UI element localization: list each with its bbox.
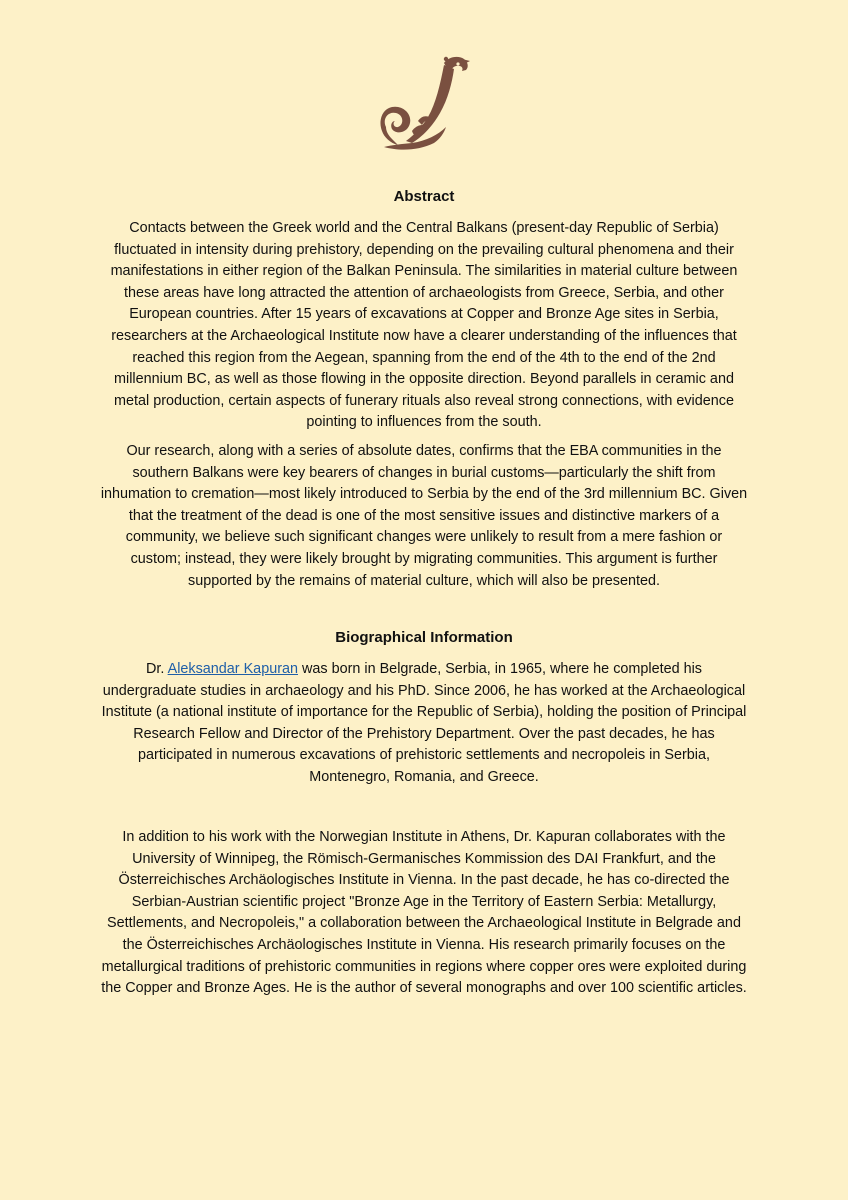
abstract-paragraph-1: Contacts between the Greek world and the Central Balkans (present-day Republic of Serbia) fluctuated in intensity during prehistory, depending on the prevailing cultural phenomena and their manifestations in either region of the Balkan Peninsula. The similarities in material culture between these areas have long attracted the attention of archaeologists from Greece, Serbia, and other European countries. After 15 years of excavations at Copper and Bronze Age sites in Serbia, researchers at the Archaeological Institute now have a clearer understanding of the influences that reached this region from the Aegean, spanning from the end of the 4th to the end of the 2nd millennium BC, as well as those flowing in the opposite direction. Beyond parallels in ceramic and metal production, certain aspects of funerary rituals also reveal strong connections, with evidence pointing to influences from the south. — [110, 220, 738, 431]
bio-prefix: Dr. — [146, 661, 168, 677]
abstract-paragraph-2: Our research, along with a series of absolute dates, confirms that the EBA communities in the southern Balkans were key bearers of changes in burial customs—particularly the shift from inhumation to cremation—most likely introduced to Serbia by the end of the 3rd millennium BC. Given that the treatment of the dead is one of the most sensitive issues and distinctive markers of a community, we believe such significant changes were unlikely to result from a mere fashion or custom; instead, they were likely brought by migrating communities. This argument is further supported by the remains of material culture, which will also be presented. — [100, 443, 748, 589]
bird-prow-logo-icon — [378, 55, 473, 153]
abstract-title: Abstract — [393, 188, 455, 205]
bio-paragraph-1-text: was born in Belgrade, Serbia, in 1965, where he completed his undergraduate studies in archaeology and his PhD. Since 2006, he has worked at the Archaeological Institute (a national institute of importance for the Republic of Serbia), holding the position of Principal Research Fellow and Director of the Prehistory Department. Over the past decades, he has participated in numerous excavations of prehistoric settlements and necropoleis in Serbia, Montenegro, Romania, and Greece. — [101, 661, 747, 785]
author-name-link[interactable]: Aleksandar Kapuran — [167, 661, 298, 677]
bio-paragraph-1 — [100, 659, 748, 789]
bio-title: Biographical Information — [335, 629, 513, 646]
bio-paragraph-2: In addition to his work with the Norwegian Institute in Athens, Dr. Kapuran collaborates with the University of Winnipeg, the Römisch-Germanisches Kommission des DAI Frankfurt, and the Österreichisches Archäologisches Institute in Vienna. In the past decade, he has co-directed the Serbian-Austrian scientific project "Bronze Age in the Territory of Eastern Serbia: Metallurgy, Settlements, and Necropoleis," a collaboration between the Archaeological Institute in Belgrade and the Österreichisches Archäologisches Institute in Vienna. His research primarily focuses on the metallurgical traditions of prehistoric communities in regions where copper ores were exploited during the Copper and Bronze Ages. He is the author of several monographs and over 100 scientific articles. — [101, 829, 747, 997]
